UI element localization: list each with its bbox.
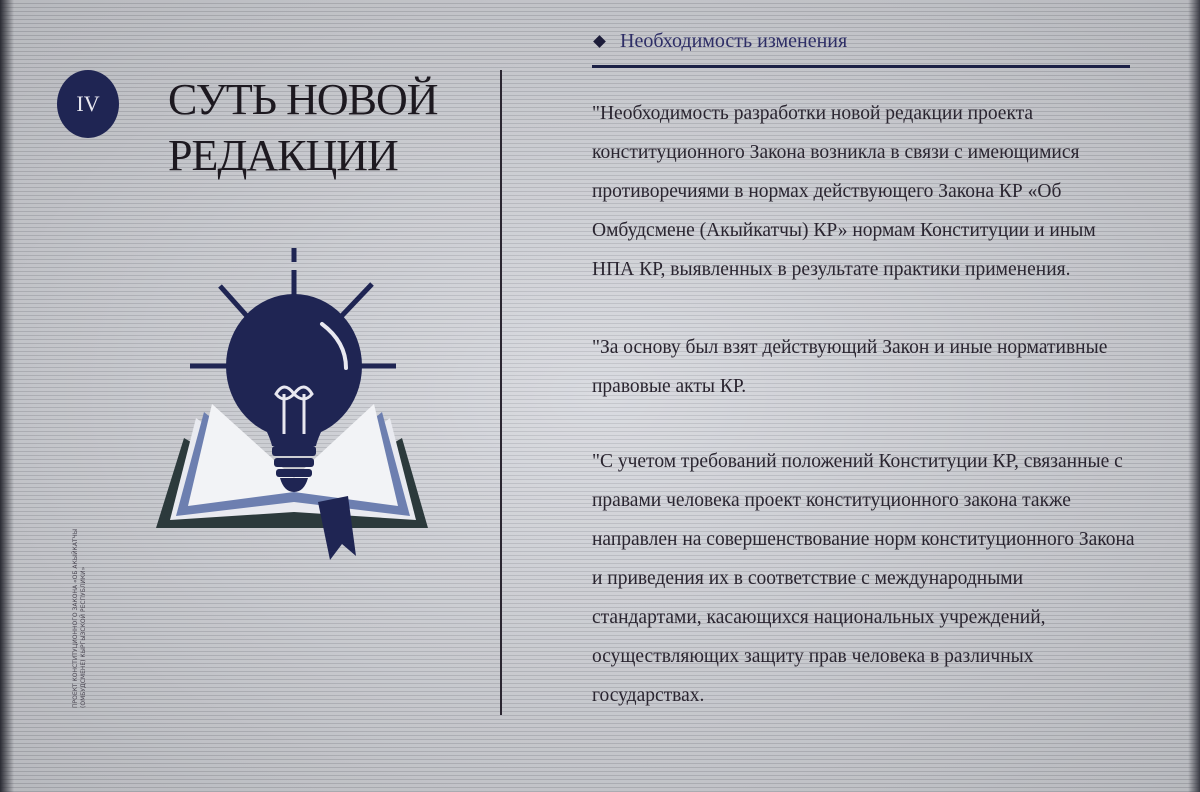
screen-edge-left: [0, 0, 14, 792]
screen-edge-right: [1188, 0, 1200, 792]
paragraph-1: "Необходимость разработки новой редакции проекта конституционного Закона возникла в связи с имеющимися противоречиями в нормах действующего Закона КР «Об Омбудсмене (Акыйкатчы) КР» нормам Конституции и иным НПА КР, выявленных в результате практики применения.: [592, 103, 1096, 280]
lightbulb-on-open-book-icon: [150, 240, 440, 580]
vertical-caption: ПРОЕКТ КОНСТИТУЦИОННОГО ЗАКОНА «ОБ АКЫЙКАТЧЫ (ОМБУДСМЕНЕ) КЫРГЫЗСКОЙ РЕСПУБЛИКИ»: [72, 529, 87, 708]
section-header-text: Необходимость изменения: [620, 30, 848, 52]
section-header: [593, 30, 1133, 53]
paragraph-3: "С учетом требований положений Конституции КР, связанные с правами человека проект конституционного закона также направлен на совершенствование норм конституционного Закона и приведения их в соответствие с международными стандартами, касающихся национальных учреждений, осуществляющих защиту прав человека в различных государствах.: [592, 451, 1135, 706]
header-underline: [592, 65, 1130, 68]
diamond-bullet-icon: [593, 35, 606, 48]
column-divider: [500, 70, 502, 715]
slide-title: СУТЬ НОВОЙ РЕДАКЦИИ: [168, 75, 438, 180]
section-number-badge: IV: [57, 70, 119, 138]
paragraph-2: "За основу был взят действующий Закон и иные нормативные правовые акты КР.: [592, 337, 1108, 397]
